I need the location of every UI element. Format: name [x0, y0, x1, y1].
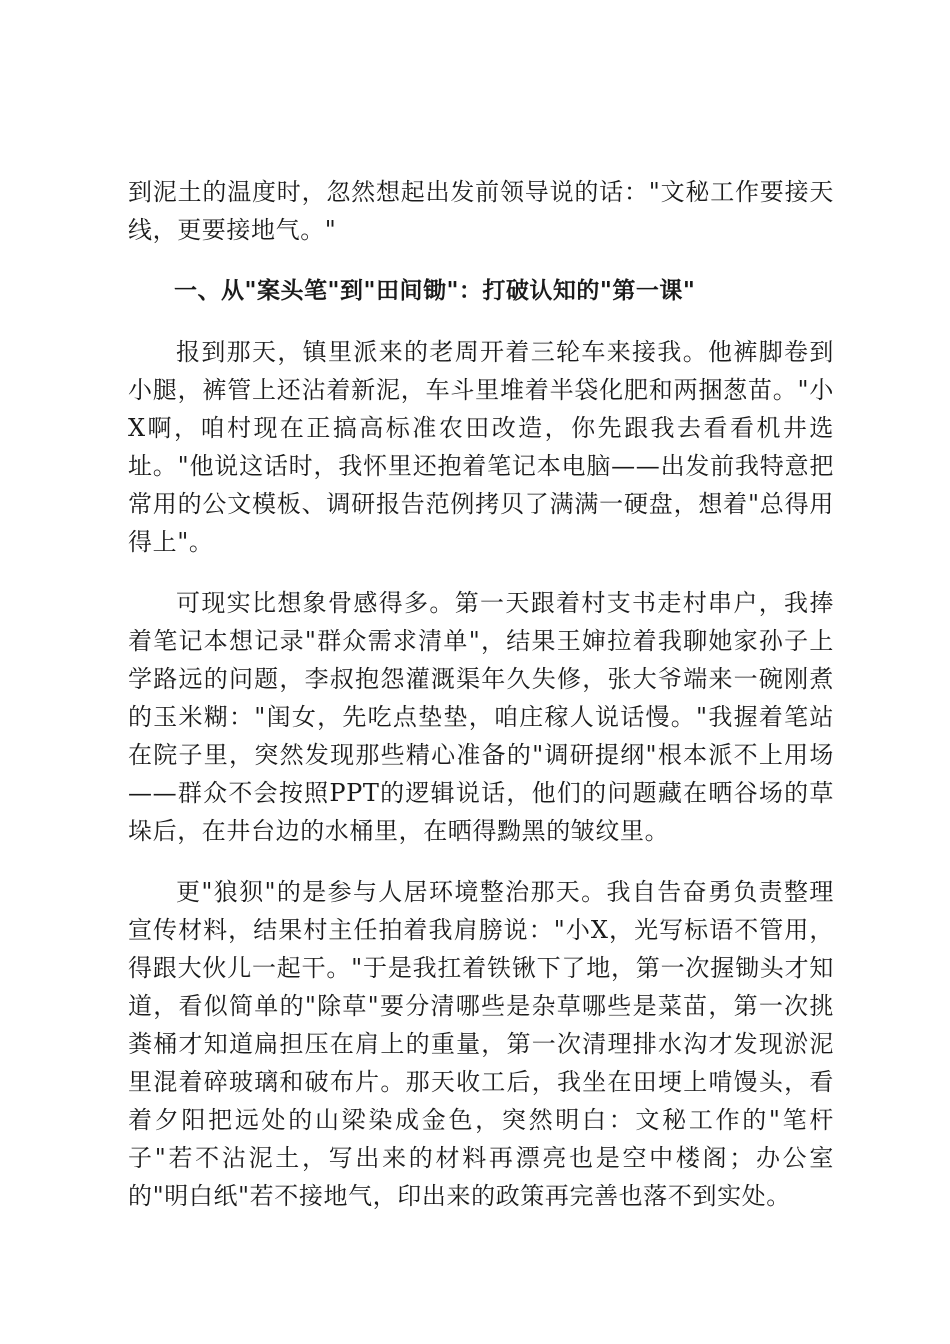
paragraph-continued: 到泥土的温度时，忽然想起出发前领导说的话："文秘工作要接天线，更要接地气。": [128, 178, 834, 244]
document-body: [128, 173, 834, 1238]
section-heading: 一、从"案头笔"到"田间锄"：打破认知的"第一课": [174, 278, 696, 304]
paragraph-3: 更"狼狈"的是参与人居环境整治那天。我自告奋勇负责整理宣传材料，结果村主任拍着我肩膀说："小X，光写标语不管用，得跟大伙儿一起干。"于是我扛着铁锹下了地，第一次握锄头才知道，看似简单的"除草"要分清哪些是杂草哪些是菜苗，第一次挑粪桶才知道扁担压在肩上的重量，第一次清理排水沟才发现淤泥里混着碎玻璃和破布片。那天收工后，我坐在田埂上啃馒头，看着夕阳把远处的山梁染成金色，突然明白：文秘工作的"笔杆子"若不沾泥土，写出来的材料再漂亮也是空中楼阁；办公室的"明白纸"若不接地气，印出来的政策再完善也落不到实处。: [128, 878, 834, 1210]
paragraph-1: 报到那天，镇里派来的老周开着三轮车来接我。他裤脚卷到小腿，裤管上还沾着新泥，车斗里堆着半袋化肥和两捆葱苗。"小X啊，咱村现在正搞高标准农田改造，你先跟我去看看机井选址。"他说这话时，我怀里还抱着笔记本电脑——出发前我特意把常用的公文模板、调研报告范例拷贝了满满一硬盘，想着"总得用得上"。: [128, 338, 834, 556]
paragraph-2: 可现实比想象骨感得多。第一天跟着村支书走村串户，我捧着笔记本想记录"群众需求清单"，结果王婶拉着我聊她家孙子上学路远的问题，李叔抱怨灌溉渠年久失修，张大爷端来一碗刚煮的玉米糊："闺女，先吃点垫垫，咱庄稼人说话慢。"我握着笔站在院子里，突然发现那些精心准备的"调研提纲"根本派不上用场——群众不会按照PPT的逻辑说话，他们的问题藏在晒谷场的草垛后，在井台边的水桶里，在晒得黝黑的皱纹里。: [128, 589, 834, 845]
